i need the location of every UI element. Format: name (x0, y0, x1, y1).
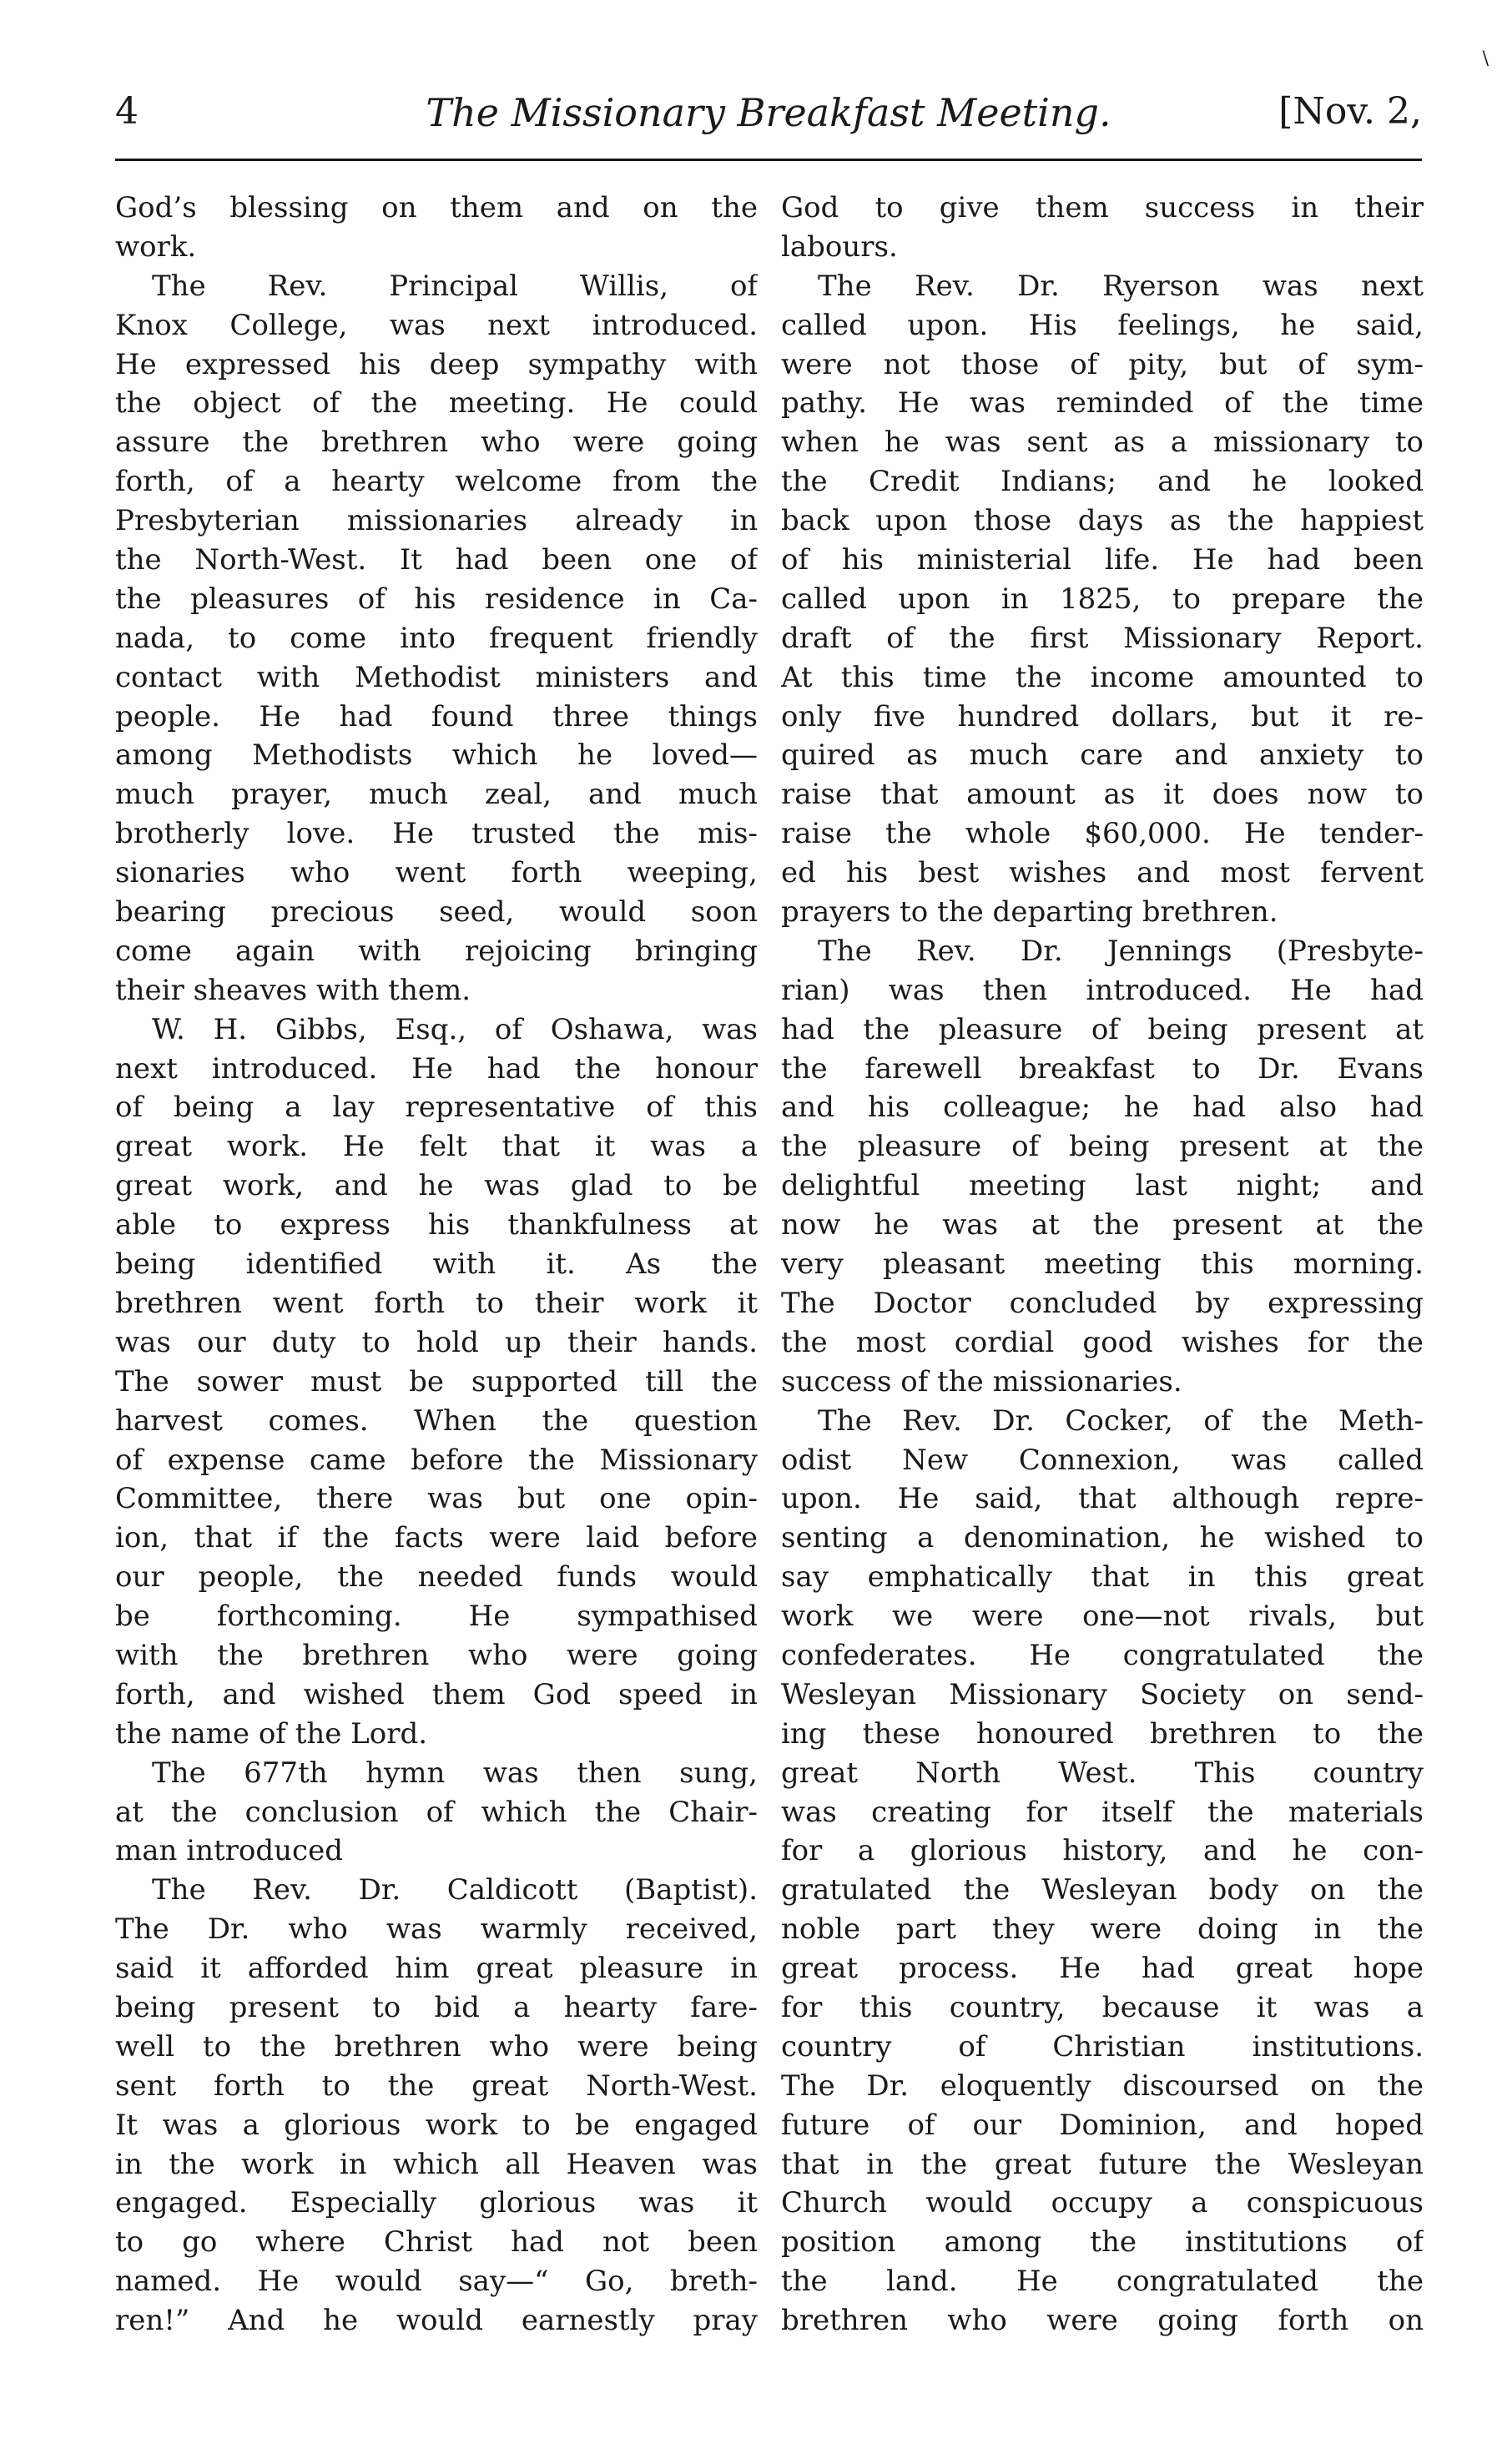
text-line: with the brethren who were going (115, 1638, 758, 1672)
text-line: great work. He felt that it was a (115, 1130, 758, 1164)
text-line: engaged. Especially glorious was it (115, 2186, 758, 2220)
text-line: senting a denomination, he wished to (781, 1521, 1424, 1555)
text-line: their sheaves with them. (115, 973, 471, 1007)
corner-mark: \ (1482, 48, 1489, 69)
text-line: for a glorious history, and he con- (781, 1834, 1424, 1868)
text-line: quired as much care and anxiety to (781, 738, 1424, 773)
text-line: able to express his thankfulness at (115, 1208, 758, 1242)
text-line: He expressed his deep sympathy with (115, 347, 758, 381)
text-line: At this time the income amounted to (781, 660, 1424, 694)
text-line: upon. He said, that although repre- (781, 1482, 1424, 1516)
text-line: being identified with it. As the (115, 1247, 758, 1282)
text-line: confederates. He congratulated the (781, 1638, 1424, 1672)
text-line: contact with Methodist ministers and (115, 660, 758, 694)
text-line: be forthcoming. He sympathised (115, 1600, 758, 1634)
header-date: [Nov. 2, (1278, 90, 1422, 133)
text-line: come again with rejoicing bringing (115, 934, 758, 968)
left-text-column (115, 189, 758, 2341)
text-line: The Dr. eloquently discoursed on the (781, 2068, 1424, 2103)
text-line: called upon in 1825, to prepare the (781, 582, 1424, 616)
text-line: God’s blessing on them and on the (115, 191, 758, 224)
text-line: the farewell breakfast to Dr. Evans (781, 1051, 1424, 1086)
text-line: well to the brethren who were being (115, 2029, 758, 2063)
header-rule (115, 159, 1422, 161)
text-line: the North-West. It had been one of (115, 543, 758, 577)
text-line: ren!” And he would earnestly pray (115, 2304, 758, 2338)
text-line: raise that amount as it does now to (781, 778, 1424, 812)
text-line: being present to bid a hearty fare- (115, 1990, 758, 2024)
text-line: of his ministerial life. He had been (781, 543, 1424, 577)
text-line: brotherly love. He trusted the mis- (115, 817, 758, 851)
text-line: The Rev. Dr. Cocker, of the Meth- (818, 1403, 1424, 1438)
text-line: rian) was then introduced. He had (781, 973, 1424, 1007)
text-line: future of our Dominion, and hoped (781, 2108, 1424, 2142)
text-line: and his colleague; he had also had (781, 1091, 1424, 1125)
text-line: much prayer, much zeal, and much (115, 778, 758, 812)
text-line: among Methodists which he loved— (115, 738, 758, 773)
text-line: the land. He congratulated the (781, 2265, 1424, 2299)
page-number: 4 (115, 90, 139, 133)
text-line: back upon those days as the happiest (781, 504, 1424, 538)
text-line: the object of the meeting. He could (115, 386, 758, 421)
text-line: gratulated the Wesleyan body on the (781, 1873, 1424, 1907)
text-line: say emphatically that in this great (781, 1560, 1424, 1595)
text-line: ed his best wishes and most fervent (781, 856, 1424, 890)
text-line: The Rev. Principal Willis, of (152, 269, 758, 303)
page-title: The Missionary Breakfast Meeting. (426, 90, 1111, 135)
text-line: were not those of pity, but of sym- (781, 347, 1424, 381)
text-line: The Rev. Dr. Ryerson was next (818, 269, 1424, 303)
text-line: work. (115, 229, 197, 264)
right-text-column (781, 189, 1424, 2341)
text-line: when he was sent as a missionary to (781, 426, 1424, 460)
text-line: ing these honoured brethren to the (781, 1716, 1424, 1751)
text-line: of expense came before the Missionary (115, 1443, 758, 1477)
text-line: great process. He had great hope (781, 1952, 1424, 1986)
text-line: labours. (781, 229, 898, 264)
text-line: great work, and he was glad to be (115, 1169, 758, 1203)
text-line: very pleasant meeting this morning. (781, 1247, 1424, 1282)
text-line: great North West. This country (781, 1756, 1424, 1790)
text-line: The Rev. Dr. Jennings (Presbyte- (818, 934, 1424, 968)
text-line: pathy. He was reminded of the time (781, 386, 1424, 421)
text-line: said it afforded him great pleasure in (115, 1952, 758, 1986)
text-line: position among the institutions of (781, 2225, 1424, 2260)
text-line: The Rev. Dr. Caldicott (Baptist). (152, 1873, 758, 1907)
text-line: brethren who were going forth on (781, 2304, 1424, 2338)
text-line: sionaries who went forth weeping, (115, 856, 758, 890)
text-line: in the work in which all Heaven was (115, 2147, 758, 2181)
text-line: was our duty to hold up their hands. (115, 1325, 758, 1359)
text-line: the pleasure of being present at the (781, 1130, 1424, 1164)
text-line: called upon. His feelings, he said, (781, 308, 1424, 342)
text-line: our people, the needed funds would (115, 1560, 758, 1595)
text-line: had the pleasure of being present at (781, 1012, 1424, 1046)
text-line: W. H. Gibbs, Esq., of Oshawa, was (152, 1012, 758, 1046)
text-line: The sower must be supported till the (115, 1364, 758, 1398)
text-line: draft of the first Missionary Report. (781, 621, 1424, 655)
text-line: forth, and wished them God speed in (115, 1677, 758, 1711)
text-line: the most cordial good wishes for the (781, 1325, 1424, 1359)
text-line: Presbyterian missionaries already in (115, 504, 758, 538)
text-line: for this country, because it was a (781, 1990, 1424, 2024)
text-line: was creating for itself the materials (781, 1795, 1424, 1829)
running-header (115, 90, 1422, 140)
text-line: man introduced (115, 1834, 343, 1868)
text-line: Committee, there was but one opin- (115, 1482, 758, 1516)
text-line: the pleasures of his residence in Ca- (115, 582, 758, 616)
text-line: The Doctor concluded by expressing (781, 1286, 1424, 1320)
text-line: of being a lay representative of this (115, 1091, 758, 1125)
text-line: named. He would say—“ Go, breth- (115, 2265, 758, 2299)
text-line: the name of the Lord. (115, 1716, 428, 1751)
text-line: It was a glorious work to be engaged (115, 2108, 758, 2142)
text-line: forth, of a hearty welcome from the (115, 465, 758, 499)
text-line: harvest comes. When the question (115, 1403, 758, 1438)
text-line: odist New Connexion, was called (781, 1443, 1424, 1477)
text-line: work we were one—not rivals, but (781, 1600, 1424, 1634)
text-line: nada, to come into frequent friendly (115, 621, 758, 655)
text-line: God to give them success in their (781, 191, 1424, 224)
text-line: raise the whole $60,000. He tender- (781, 817, 1424, 851)
text-line: The 677th hymn was then sung, (152, 1756, 758, 1790)
text-line: people. He had found three things (115, 699, 758, 733)
text-line: only five hundred dollars, but it re- (781, 699, 1424, 733)
text-line: sent forth to the great North-West. (115, 2068, 758, 2103)
text-line: prayers to the departing brethren. (781, 895, 1278, 930)
text-line: country of Christian institutions. (781, 2029, 1424, 2063)
text-line: now he was at the present at the (781, 1208, 1424, 1242)
text-line: to go where Christ had not been (115, 2225, 758, 2260)
text-line: success of the missionaries. (781, 1364, 1182, 1398)
text-line: noble part they were doing in the (781, 1912, 1424, 1947)
text-line: the Credit Indians; and he looked (781, 465, 1424, 499)
text-line: Wesleyan Missionary Society on send- (781, 1677, 1424, 1711)
text-line: Knox College, was next introduced. (115, 308, 758, 342)
text-line: at the conclusion of which the Chair- (115, 1795, 758, 1829)
text-line: next introduced. He had the honour (115, 1051, 758, 1086)
text-line: that in the great future the Wesleyan (781, 2147, 1424, 2181)
text-line: ion, that if the facts were laid before (115, 1521, 758, 1555)
text-line: delightful meeting last night; and (781, 1169, 1424, 1203)
text-line: The Dr. who was warmly received, (115, 1912, 758, 1947)
text-line: assure the brethren who were going (115, 426, 758, 460)
text-line: bearing precious seed, would soon (115, 895, 758, 930)
text-line: Church would occupy a conspicuous (781, 2186, 1424, 2220)
text-line: brethren went forth to their work it (115, 1286, 758, 1320)
